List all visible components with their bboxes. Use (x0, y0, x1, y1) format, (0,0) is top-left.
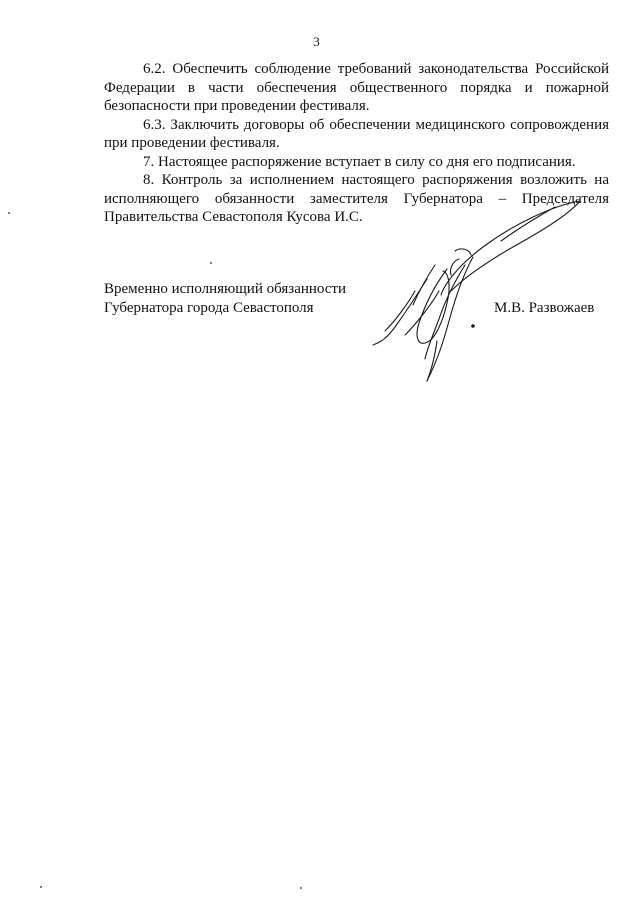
scan-speck (210, 262, 212, 264)
signatory-name: М.В. Развожаев (494, 300, 595, 316)
page-number: 3 (313, 34, 320, 49)
scan-speck (8, 212, 10, 214)
scan-speck (40, 886, 42, 888)
paragraph-6-2: 6.2. Обеспечить соблюдение требований законодательства Российской Федерации в части обеспечения общественного порядка и пожарной безопасности при проведении фестиваля. (104, 61, 609, 114)
signatory-title-line-2: Губернатора города Севастополя (104, 300, 314, 316)
paragraph-8: 8. Контроль за исполнением настоящего распоряжения возложить на исполняющего обязанности заместителя Губернатора – Председателя Правительства Севастополя Кусова И.С. (104, 172, 609, 225)
scan-speck (300, 887, 302, 889)
paragraph-6-3: 6.3. Заключить договоры об обеспечении медицинского сопровождения при проведении фестиваля. (104, 116, 609, 151)
signatory-title-line-1: Временно исполняющий обязанности (104, 281, 347, 297)
paragraph-7: 7. Настоящее распоряжение вступает в силу со дня его подписания. (143, 153, 576, 170)
signatory-title (104, 280, 346, 318)
handwritten-signature (355, 195, 595, 395)
